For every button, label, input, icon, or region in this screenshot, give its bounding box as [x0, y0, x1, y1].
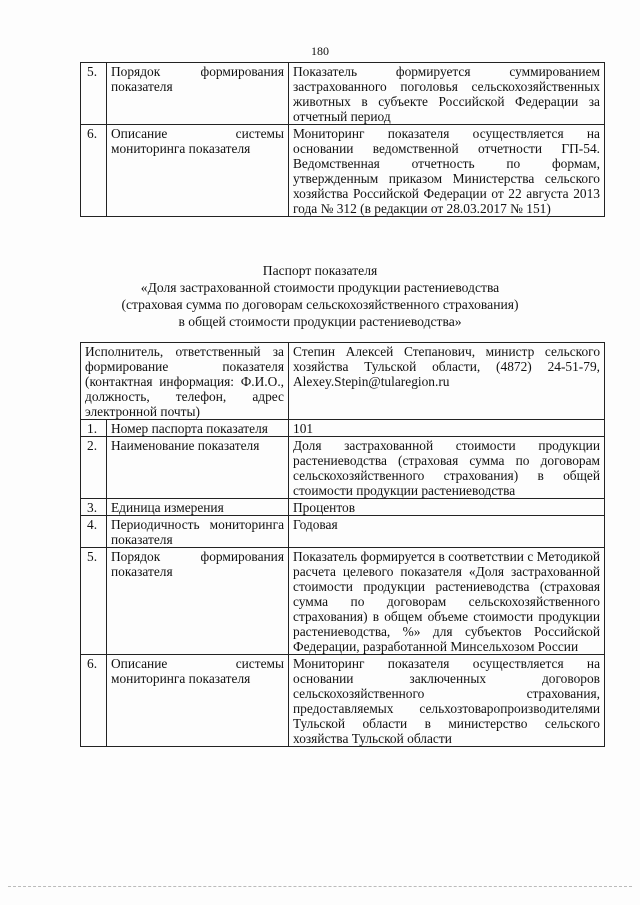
row-number: 5. — [81, 63, 107, 125]
row-number: 4. — [81, 516, 107, 548]
row-number: 6. — [81, 655, 107, 747]
row-label: Периодичность мониторинга показателя — [107, 516, 289, 548]
passport-title-line2: «Доля застрахованной стоимости продукции растениеводства — [140, 280, 500, 295]
table-row — [81, 499, 605, 516]
passport-title-line3: (страховая сумма по договорам сельскохозяйственного страхования) — [121, 297, 519, 312]
page-number: 180 — [311, 44, 329, 58]
scan-edge-divider — [8, 886, 632, 887]
row-value: Годовая — [289, 516, 605, 548]
row-label: Номер паспорта показателя — [107, 420, 289, 437]
table-row — [81, 655, 605, 747]
table-row — [81, 125, 605, 217]
row-value: Доля застрахованной стоимости продукции растениеводства (страховая сумма по договорам сельскохозяйственного страхования) в общей стоимости продукции растениеводства — [289, 437, 605, 499]
row-number: 6. — [81, 125, 107, 217]
table-row — [81, 516, 605, 548]
row-value: Показатель формируется в соответствии с Методикой расчета целевого показателя «Доля застрахованной стоимости продукции растениеводства (страховая сумма по договорам сельскохозяйственного страхования) в общем объеме стоимости продукции растениеводства, %» для субъектов Российской Федерации, разработанной Минсельхозом России — [289, 548, 605, 655]
row-label: Описание системы мониторинга показателя — [107, 655, 289, 747]
passport-table — [80, 342, 605, 747]
indicator-table-continued — [80, 62, 605, 217]
row-number: 2. — [81, 437, 107, 499]
table-row — [81, 548, 605, 655]
table-row — [81, 437, 605, 499]
row-label: Наименование показателя — [107, 437, 289, 499]
row-label: Порядок формирования показателя — [107, 63, 289, 125]
row-value: Мониторинг показателя осуществляется на основании заключенных договоров сельскохозяйственного страхования, предоставляемых сельхозтоваропроизводителями Тульской области в министерство сельского хозяйства Тульской области — [289, 655, 605, 747]
row-label: Описание системы мониторинга показателя — [107, 125, 289, 217]
row-label: Порядок формирования показателя — [107, 548, 289, 655]
passport-title-line1: Паспорт показателя — [262, 263, 378, 278]
row-label: Единица измерения — [107, 499, 289, 516]
passport-title-line4: в общей стоимости продукции растениеводства» — [178, 314, 462, 329]
row-value: Процентов — [289, 499, 605, 516]
row-value: Показатель формируется суммированием застрахованного поголовья сельскохозяйственных животных в субъекте Российской Федерации за отчетный период — [289, 63, 605, 125]
row-number: 1. — [81, 420, 107, 437]
table-row — [81, 420, 605, 437]
executor-value: Степин Алексей Степанович, министр сельского хозяйства Тульской области, (4872) 24-51-79, Alexey.Stepin@tularegion.ru — [289, 343, 605, 420]
row-value: 101 — [289, 420, 605, 437]
row-value: Мониторинг показателя осуществляется на основании ведомственной отчетности ГП-54. Ведомственная отчетность по формам, утвержденным приказом Министерства сельского хозяйства Российской Федерации от 22 августа 2013 года № 312 (в редакции от 28.03.2017 № 151) — [289, 125, 605, 217]
executor-label: Исполнитель, ответственный за формирование показателя (контактная информация: Ф.И.О., должность, телефон, адрес электронной почты) — [81, 343, 289, 420]
passport-title — [0, 262, 640, 330]
row-number: 3. — [81, 499, 107, 516]
table-row — [81, 63, 605, 125]
row-number: 5. — [81, 548, 107, 655]
executor-row — [81, 343, 605, 420]
